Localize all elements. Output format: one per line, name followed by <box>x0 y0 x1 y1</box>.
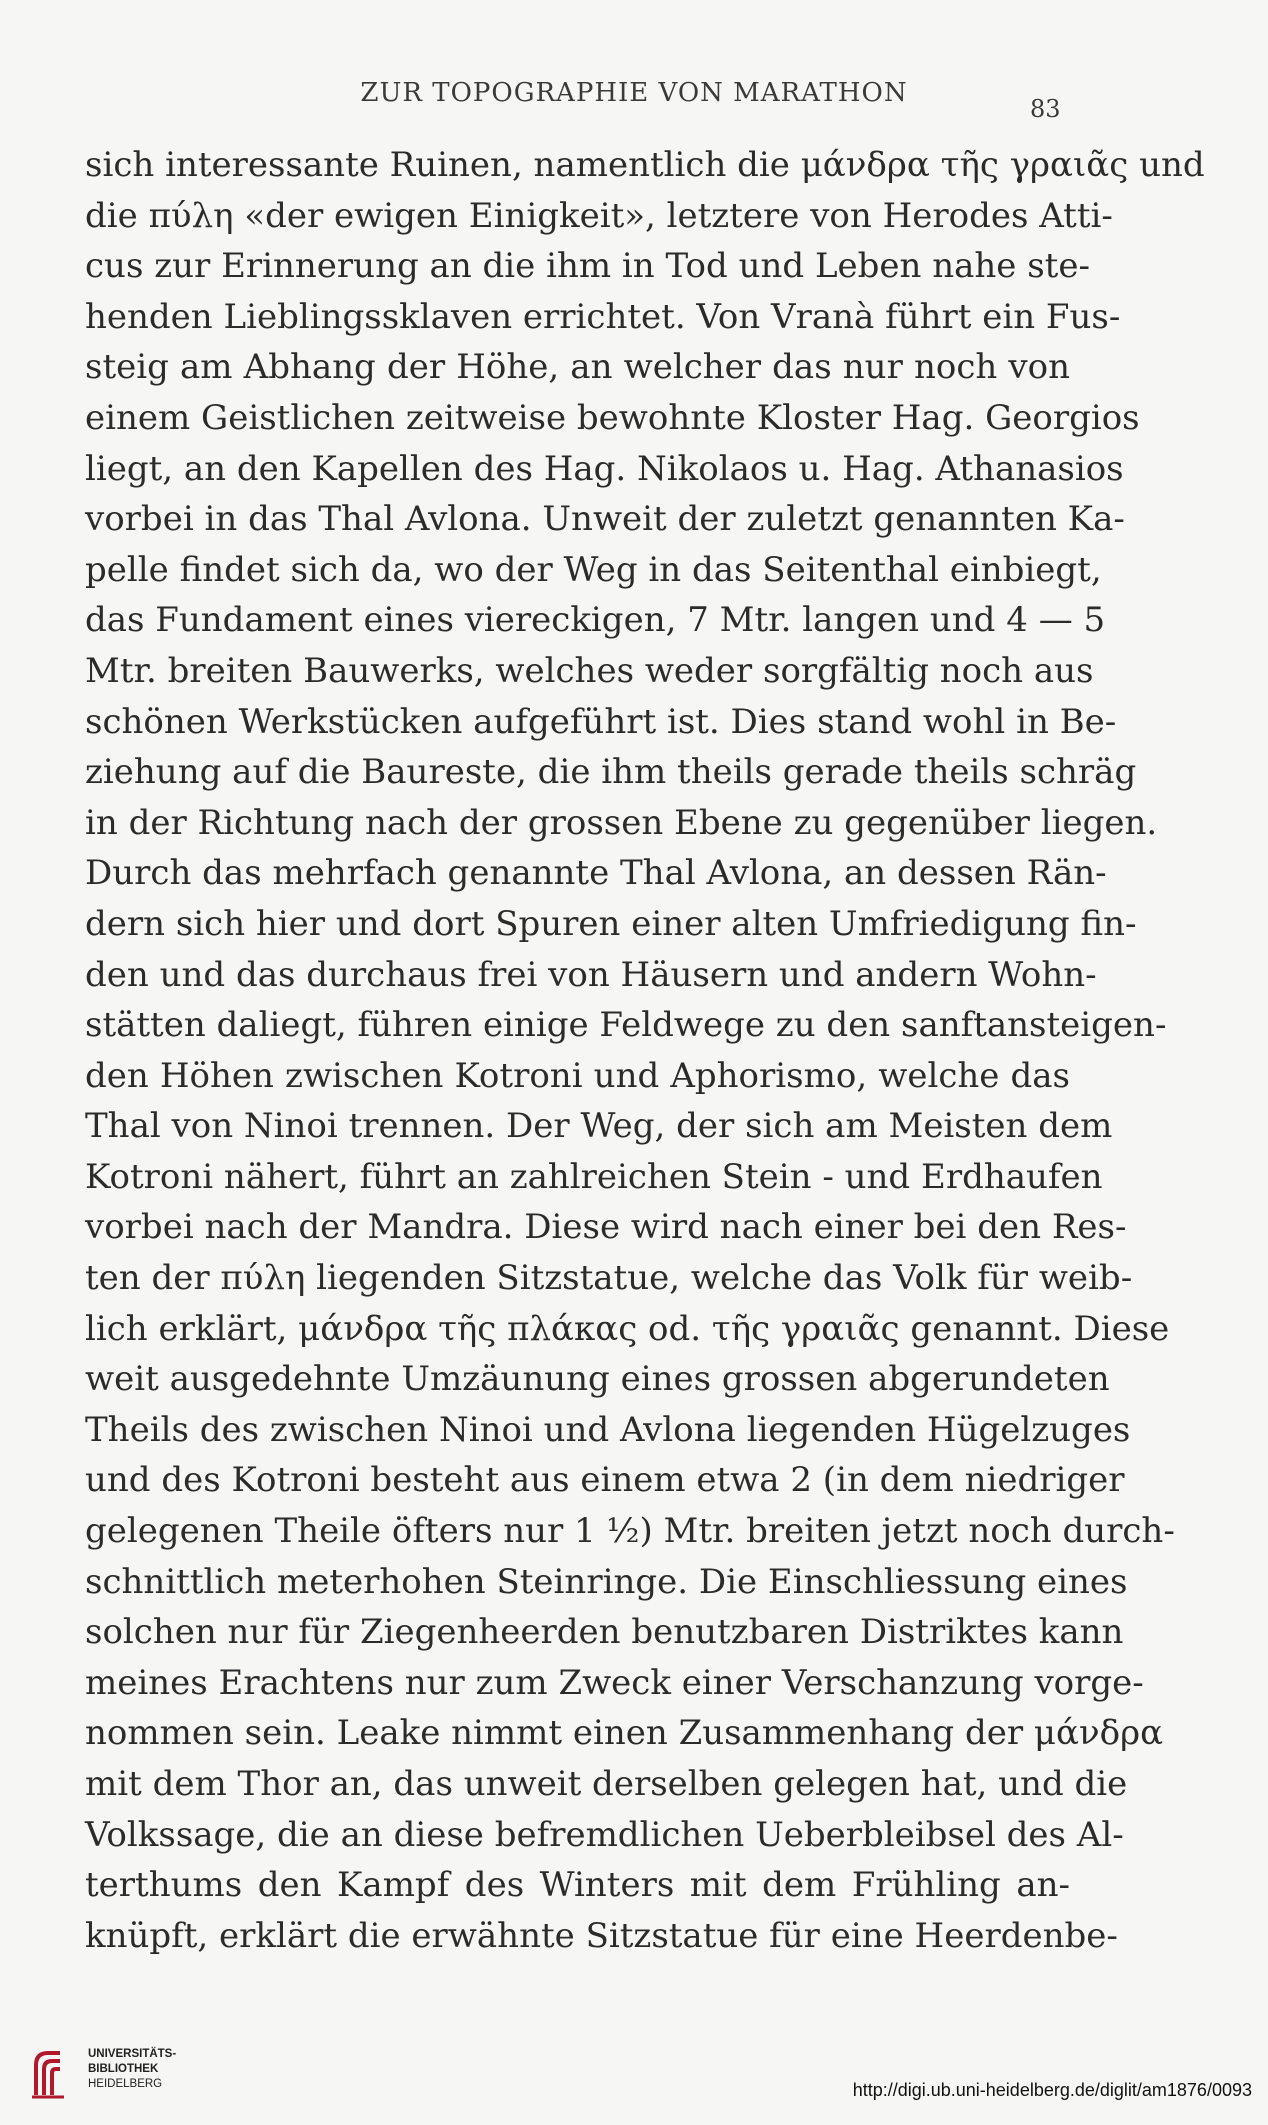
text-line: henden Lieblingssklaven errichtet. Von Vranà führt ein Fus- <box>85 296 1121 337</box>
text-line: und des Kotroni besteht aus einem etwa 2 (in dem niedriger <box>85 1460 1125 1501</box>
text-line: meines Erachtens nur zum Zweck einer Verschanzung vorge- <box>85 1662 1144 1703</box>
text-line: ten der πύλη liegenden Sitzstatue, welche das Volk für weib- <box>85 1258 1133 1299</box>
library-logo[interactable] <box>30 2045 230 2105</box>
text-line: pelle findet sich da, wo der Weg in das Seitenthal einbiegt, <box>85 549 1102 590</box>
text-line: weit ausgedehnte Umzäunung eines grossen abgerundeten <box>85 1359 1110 1400</box>
body-text <box>85 140 1205 1961</box>
text-line: die πύλη «der ewigen Einigkeit», letztere von Herodes Atti- <box>85 195 1113 236</box>
text-line: stätten daliegt, führen einige Feldwege zu den sanftansteigen- <box>85 1005 1167 1046</box>
text-line: vorbei nach der Mandra. Diese wird nach einer bei den Res- <box>85 1207 1127 1248</box>
text-line: Kotroni nähert, führt an zahlreichen Stein - und Erdhaufen <box>85 1156 1103 1197</box>
logo-line-3: HEIDELBERG <box>88 2078 163 2090</box>
page-number: 83 <box>1030 95 1061 123</box>
running-title: ZUR TOPOGRAPHIE VON MARATHON <box>360 78 908 108</box>
text-line: schnittlich meterhohen Steinringe. Die Einschliessung eines <box>85 1561 1128 1602</box>
text-line: Volkssage, die an diese befremdlichen Ueberbleibsel des Al- <box>85 1814 1124 1855</box>
library-name <box>88 2047 176 2092</box>
text-line: das Fundament eines viereckigen, 7 Mtr. langen und 4 — 5 <box>85 600 1106 641</box>
source-url-link[interactable]: http://digi.ub.uni-heidelberg.de/diglit/am1876/0093 <box>852 2080 1252 2100</box>
text-line: Durch das mehrfach genannte Thal Avlona, an dessen Rän- <box>85 853 1107 894</box>
text-line: vorbei in das Thal Avlona. Unweit der zuletzt genannten Ka- <box>85 499 1125 540</box>
text-line: cus zur Erinnerung an die ihm in Tod und Leben nahe ste- <box>85 246 1090 287</box>
text-line: sich interessante Ruinen, namentlich die μάνδρα τῆς γραιᾶς und <box>85 145 1205 185</box>
text-line: liegt, an den Kapellen des Hag. Nikolaos u. Hag. Athanasios <box>85 448 1124 489</box>
text-line: ziehung auf die Baureste, die ihm theils gerade theils schräg <box>85 752 1137 793</box>
text-line: Theils des zwischen Ninoi und Avlona liegenden Hügelzuges <box>85 1409 1131 1450</box>
text-line: in der Richtung nach der grossen Ebene zu gegenüber liegen. <box>85 802 1158 843</box>
text-line: nommen sein. Leake nimmt einen Zusammenhang der μάνδρα <box>85 1713 1164 1754</box>
text-line: einem Geistlichen zeitweise bewohnte Kloster Hag. Georgios <box>85 397 1140 438</box>
text-line: solchen nur für Ziegenheerden benutzbaren Distriktes kann <box>85 1612 1124 1653</box>
text-line: mit dem Thor an, das unweit derselben gelegen hat, und die <box>85 1764 1128 1804</box>
text-line: dern sich hier und dort Spuren einer alten Umfriedigung fin- <box>85 903 1137 944</box>
text-line: den Höhen zwischen Kotroni und Aphorismo, welche das <box>85 1055 1070 1096</box>
text-line: schönen Werkstücken aufgeführt ist. Dies stand wohl in Be- <box>85 701 1117 742</box>
text-line: steig am Abhang der Höhe, an welcher das nur noch von <box>85 347 1070 388</box>
text-line: gelegenen Theile öfters nur 1 ½) Mtr. breiten jetzt noch durch- <box>85 1511 1175 1552</box>
text-line: lich erklärt, μάνδρα τῆς πλάκας od. τῆς γραιᾶς genannt. Diese <box>85 1308 1170 1349</box>
text-line: knüpft, erklärt die erwähnte Sitzstatue für eine Heerdenbe- <box>85 1915 1118 1956</box>
text-line: Thal von Ninoi trennen. Der Weg, der sich am Meisten dem <box>85 1106 1113 1147</box>
ub-heidelberg-logo-icon <box>30 2045 78 2101</box>
logo-line-1: UNIVERSITÄTS- <box>88 2048 177 2060</box>
text-line: terthums den Kampf des Winters mit dem Frühling an- <box>85 1865 1070 1906</box>
text-line: Mtr. breiten Bauwerks, welches weder sorgfältig noch aus <box>85 650 1094 691</box>
text-line: den und das durchaus frei von Häusern und andern Wohn- <box>85 954 1097 995</box>
logo-line-2: BIBLIOTHEK <box>88 2063 159 2075</box>
